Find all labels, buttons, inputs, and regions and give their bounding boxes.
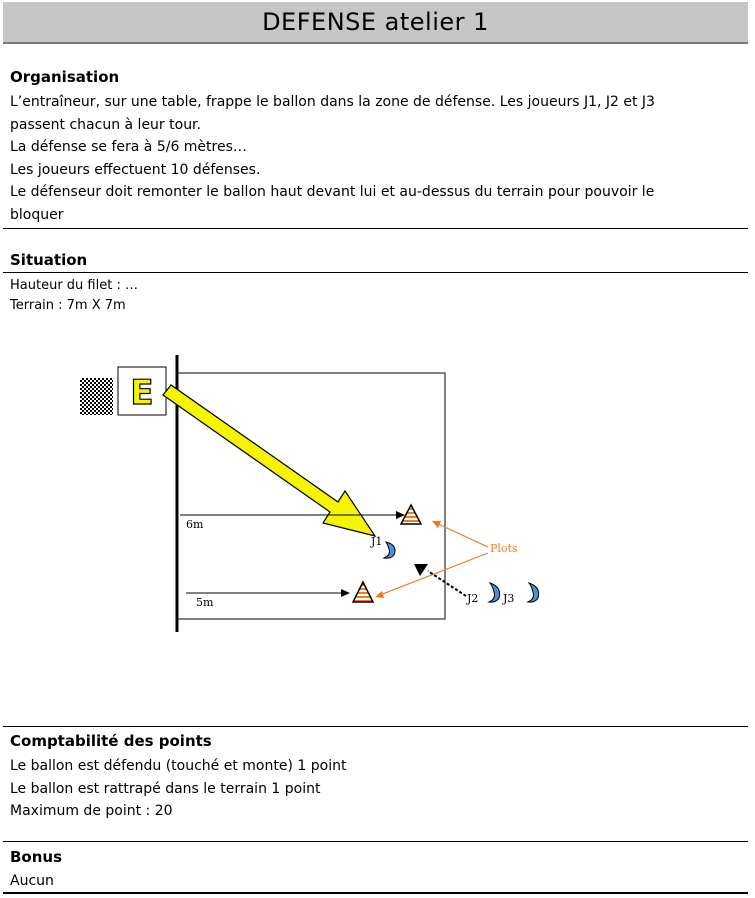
bonus-title: Bonus: [10, 848, 63, 866]
ball-trajectory-arrow: [163, 385, 375, 536]
organisation-line: L’entraîneur, sur une table, frappe le ballon dans la zone de défense. Les joueurs J1, J2 et J3: [10, 94, 655, 110]
arrowhead-icon: [341, 589, 350, 597]
organisation-line: Le défenseur doit remonter le ballon haut devant lui et au-dessus du terrain pour pouvoir le: [10, 184, 655, 200]
player-j3-label: J3: [503, 592, 515, 605]
distance-5m-label: 5m: [196, 596, 214, 609]
divider: [3, 726, 748, 727]
points-title: Comptabilité des points: [10, 732, 212, 750]
plots-arrowhead-icon: [375, 591, 384, 598]
points-line: Le ballon est rattrapé dans le terrain 1 point: [10, 780, 321, 797]
situation-title: Situation: [10, 251, 88, 269]
plots-pointer-line: [380, 553, 488, 595]
situation-line: Hauteur du filet : …: [10, 278, 138, 293]
coach-label: E: [130, 373, 154, 413]
player-j3-icon: [528, 583, 539, 602]
organisation-line: bloquer: [10, 206, 64, 223]
cone-icon: [353, 582, 373, 602]
plots-label: Plots: [490, 542, 518, 555]
organisation-line: Les joueurs effectuent 10 défenses.: [10, 161, 261, 178]
player-j1-label: J1: [371, 535, 383, 548]
table-icon: [80, 378, 113, 415]
divider: [3, 841, 748, 842]
divider: [3, 892, 748, 894]
page-title: DEFENSE atelier 1: [3, 2, 748, 44]
player-j2-label: J2: [467, 592, 479, 605]
player-j2-icon: [489, 583, 500, 602]
player-j1-icon: [384, 542, 395, 558]
points-line: Le ballon est défendu (touché et monte) 1 point: [10, 758, 347, 774]
arrowhead-icon: [414, 564, 428, 576]
points-line: Maximum de point : 20: [10, 803, 173, 819]
points-text: [10, 755, 346, 823]
distance-6m-label: 6m: [186, 518, 204, 531]
situation-line: Terrain : 7m X 7m: [10, 298, 126, 313]
bonus-text: Aucun: [10, 873, 54, 889]
plots-pointer-line: [436, 523, 488, 547]
organisation-line: La défense se fera à 5/6 mètres…: [10, 139, 247, 155]
organisation-title: Organisation: [10, 68, 120, 86]
cone-icon: [401, 505, 421, 524]
organisation-line: passent chacun à leur tour.: [10, 116, 201, 133]
